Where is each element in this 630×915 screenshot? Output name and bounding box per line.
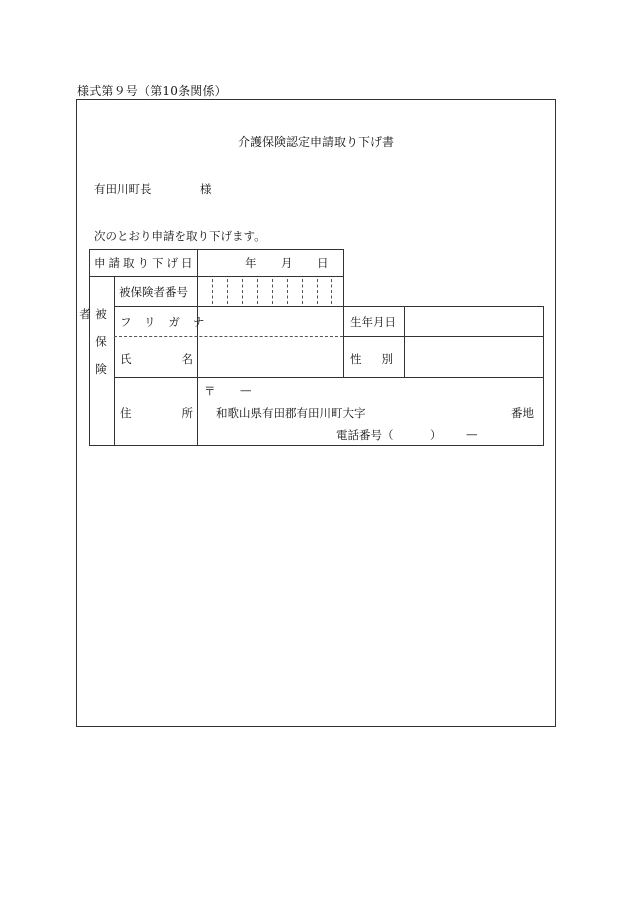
- insured-number-label: 被保険者番号: [119, 285, 188, 299]
- intro-text: 次のとおり申請を取り下げます。: [94, 229, 266, 243]
- addressee: 有田川町長: [94, 182, 152, 196]
- date-day: 日: [317, 256, 329, 270]
- address-prefix: 和歌山県有田郡有田川町大字: [216, 406, 366, 420]
- address-label: 住所: [120, 406, 243, 420]
- date-month: 月: [281, 256, 293, 270]
- form-title: 介護保険認定申請取り下げ書: [237, 135, 394, 149]
- phone-dash: —: [466, 427, 478, 441]
- birth-label: 生年月日: [350, 315, 396, 329]
- gender-label: 性別: [350, 352, 413, 366]
- postal-mark: 〒: [204, 384, 216, 398]
- postal-dash: —: [240, 383, 252, 397]
- date-year: 年: [245, 256, 257, 270]
- withdraw-date-label: 申請取り下げ日: [94, 256, 196, 270]
- form-id: 様式第９号（第10条関係）: [77, 84, 227, 98]
- phone-label: 電話番号（: [336, 428, 394, 442]
- phone-paren-close: ）: [430, 428, 442, 442]
- address-banchi: 番地: [511, 406, 534, 420]
- insured-group-label: 被保険者: [78, 308, 108, 391]
- name-label: 氏名: [120, 352, 243, 366]
- addressee-honorific: 様: [200, 182, 212, 196]
- furigana-label: フリガナ: [120, 315, 218, 329]
